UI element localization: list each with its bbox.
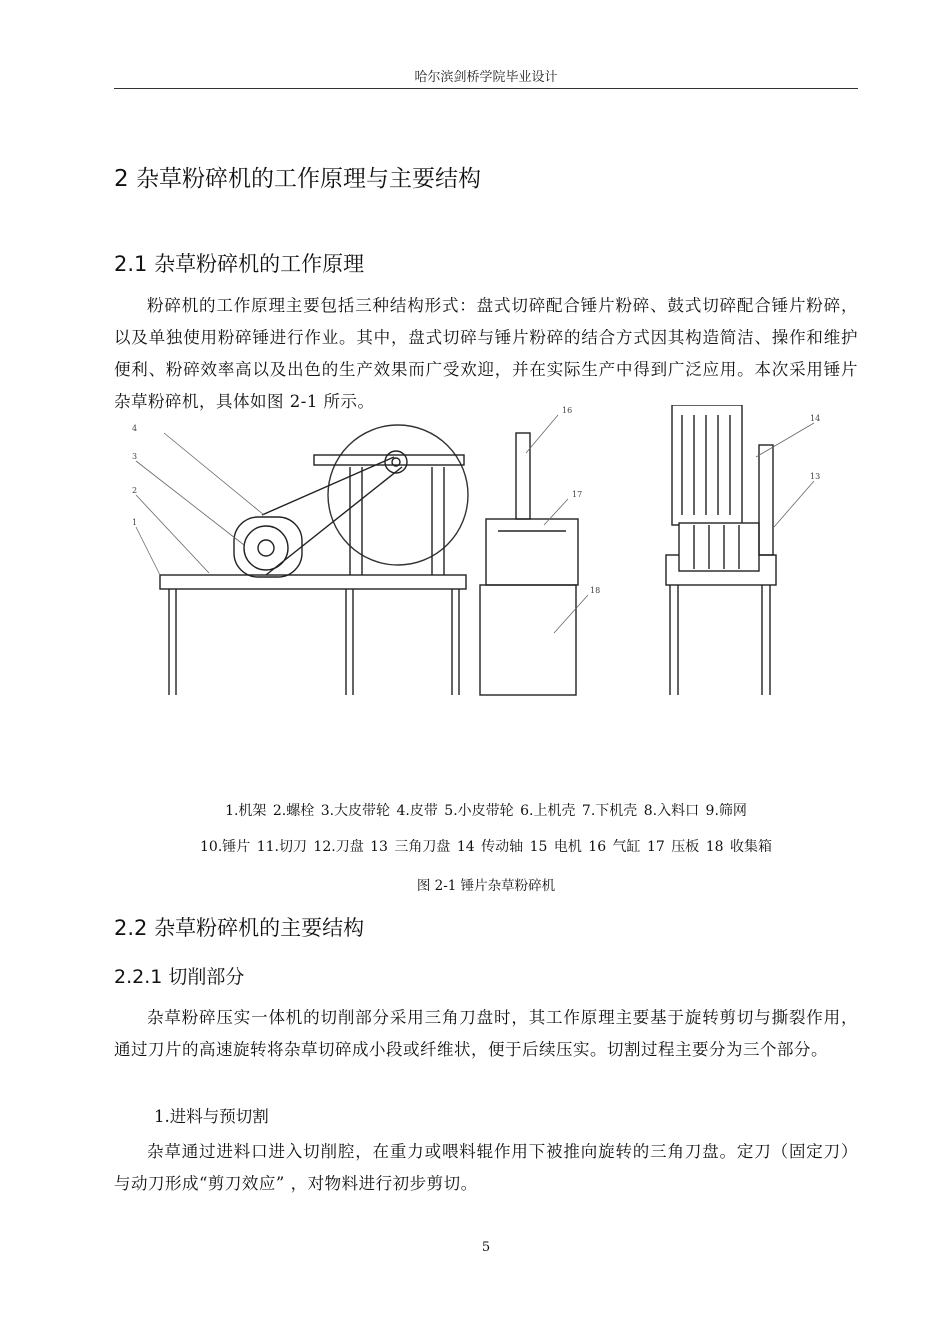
- list-item-1-paragraph: 杂草通过进料口进入切削腔，在重力或喂料辊作用下被推向旋转的三角刀盘。定刀（固定刀）与动刀形成“剪刀效应” ，对物料进行初步剪切。: [114, 1142, 858, 1193]
- figure-label: 4: [132, 424, 138, 433]
- housing-disc: [328, 425, 468, 565]
- list-item-1-title: 1.进料与预切割: [154, 1107, 269, 1126]
- page-header: 哈尔滨剑桥学院毕业设计: [414, 70, 558, 85]
- air-cylinder: [516, 433, 530, 519]
- small-pulley: [385, 451, 407, 473]
- page-number: 5: [481, 1240, 491, 1255]
- figure-label: 2: [132, 486, 138, 495]
- figure-label: 16: [562, 406, 573, 415]
- section-title-2-1: 2.1 杂草粉碎机的工作原理: [114, 252, 365, 276]
- figure-legend-line-1: 1.机架 2.螺栓 3.大皮带轮 4.皮带 5.小皮带轮 6.上机壳 7.下机壳 8.入料口 9.筛网: [225, 803, 747, 819]
- figure-label: 14: [810, 414, 821, 423]
- chapter-title: 2 杂草粉碎机的工作原理与主要结构: [114, 166, 481, 192]
- section-title-2-2: 2.2 杂草粉碎机的主要结构: [114, 916, 365, 940]
- section-2-1-paragraph: 粉碎机的工作原理主要包括三种结构形式：盘式切碎配合锤片粉碎、鼓式切碎配合锤片粉碎，以及单独使用粉碎锤进行作业。其中，盘式切碎与锤片粉碎的结合方式因其构造简洁、操作和维护便利、粉碎效率高以及出色的生产效果而广受欢迎，并在实际生产中得到广泛应用。本次采用锤片杂草粉碎机，具体如图 2-1 所示。: [114, 296, 858, 411]
- motor: [679, 523, 759, 571]
- subsection-paragraph: 杂草粉碎压实一体机的切削部分采用三角刀盘时，其工作原理主要基于旋转剪切与撕裂作用，通过刀片的高速旋转将杂草切碎成小段或纤维状，便于后续压实。切割过程主要分为三个部分。: [114, 1008, 858, 1059]
- figure-caption: 图 2-1 锤片杂草粉碎机: [416, 878, 556, 894]
- subsection-title-2-2-1: 2.2.1 切削部分: [114, 966, 245, 988]
- frame-top: [160, 575, 466, 589]
- figure-label: 13: [810, 472, 821, 481]
- collection-box: [480, 585, 576, 695]
- figure-label: 3: [132, 452, 138, 461]
- figure-legend-line-2: 10.锤片 11.切刀 12.刀盘 13 三角刀盘 14 传动轴 15 电机 16 气缸 17 压板 18 收集箱: [200, 839, 772, 855]
- press-box: [486, 519, 578, 585]
- figure-label: 1: [132, 518, 138, 527]
- header-rule: [114, 88, 858, 89]
- figure-2-1-drawing: [114, 405, 858, 717]
- figure-label: 17: [572, 490, 583, 499]
- figure-label: 18: [590, 586, 601, 595]
